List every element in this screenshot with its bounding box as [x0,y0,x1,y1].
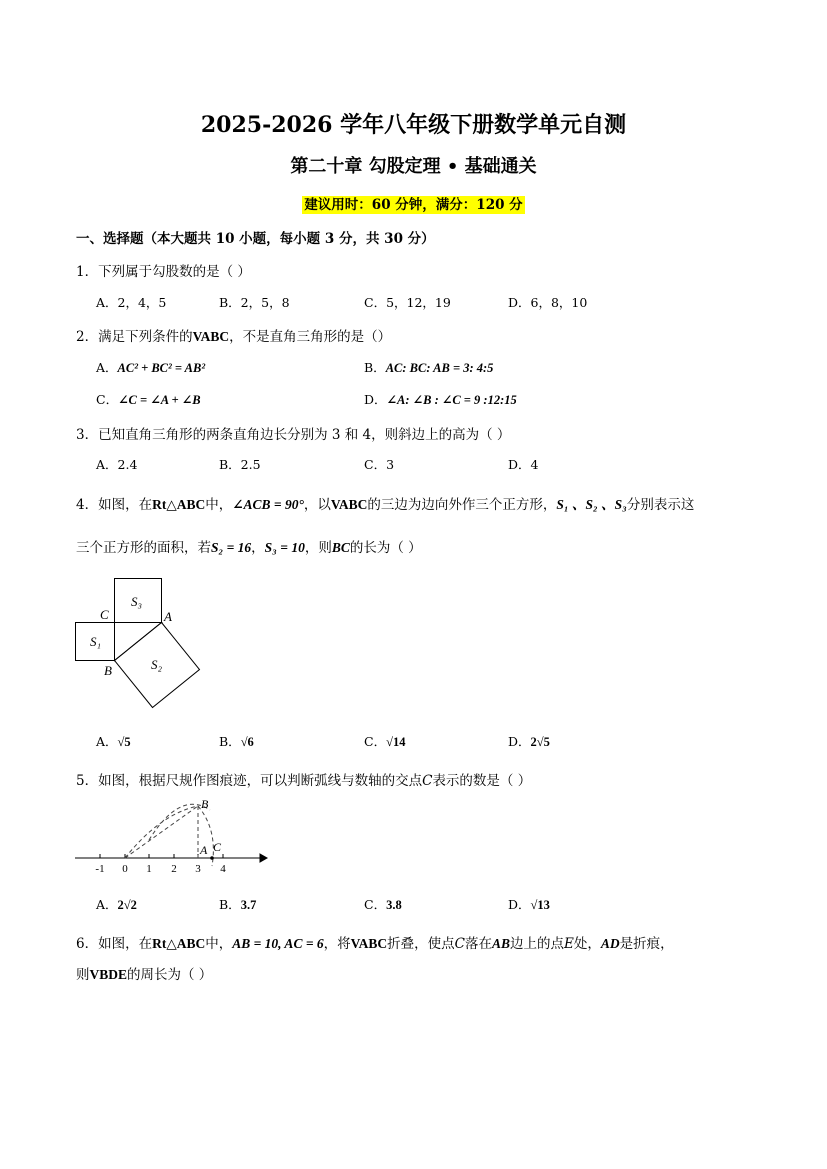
q1-option-c: C．5，12，19 [364,295,451,310]
q3-option-d: D．4 [508,457,539,472]
axis-label: 4 [220,863,226,875]
q2-option-a: A．AC² + BC² = AB² [96,360,206,375]
q2-stem-c: ，不是直角三角形的是（） [229,329,392,345]
label-b: B [104,663,112,678]
q2-option-c-math: ∠C = ∠A + ∠B [118,393,201,407]
axis-label: 0 [122,863,128,875]
axis-label: -1 [95,863,105,875]
q3-option-c: C．3 [364,457,395,472]
label-c: C [213,840,222,854]
q2-option-b-math: AC: BC: AB = 3: 4:5 [385,361,494,375]
q3-option-a: A．2.4 [96,457,138,472]
q5-option-b: B．3.7 [219,897,257,912]
question-3-stem: 3．已知直角三角形的两条直角边长分别为 3 和 4，则斜边上的高为（ ） [76,427,511,443]
q4-option-b: B．√6 [219,734,254,749]
segment-ob [125,806,198,858]
question-6-line-1: 6．如图，在Rt△ABC中，AB = 10, AC = 6，将VABC折叠，使点C落在AB边上的点E处，AD是折痕， [76,936,674,952]
q1-option-b: B．2，5，8 [219,295,290,310]
q2-option-d: D．∠A: ∠B : ∠C = 9 :12:15 [364,392,517,407]
q4-option-c: C．√14 [364,734,406,749]
label-s1: S₁ [90,634,102,649]
axis-label: 2 [171,863,177,875]
q3-option-b: B．2.5 [219,457,261,472]
axis-arrow [260,854,267,862]
q5-figure-number-line [70,790,270,880]
q4-option-d: D．2√5 [508,734,550,749]
q2-triangle: VABC [192,329,230,344]
label-a: A [164,609,172,624]
axis-label: 1 [146,863,152,875]
label-b: B [201,797,209,811]
question-4-line-1: 4．如图，在Rt△ABC中，∠ACB = 90°，以VABC的三边为边向外作三个正方形，S₁ 、S₂ 、S₃分别表示这 [76,497,695,513]
question-6-line-2: 则VBDE的周长为（ ） [76,967,213,983]
q5-option-d: D．√13 [508,897,550,912]
q1-option-a: A．2，4，5 [96,295,167,310]
q2-option-c: C．∠C = ∠A + ∠B [96,392,201,407]
axis-label: 3 [195,863,201,875]
label-s3: S₃ [131,594,143,609]
q5-option-a: A．2√2 [96,897,137,912]
q5-option-c: C．3.8 [364,897,402,912]
question-5-stem: 5．如图，根据尺规作图痕迹，可以判断弧线与数轴的交点C表示的数是（ ） [76,773,532,789]
section-heading: 一、选择题（本大题共 10 小题，每小题 3 分，共 30 分） [76,231,435,247]
label-a: A [200,843,208,857]
q1-option-d: D．6，8，10 [508,295,588,310]
q2-option-d-math: ∠A: ∠B : ∠C = 9 :12:15 [386,393,517,407]
chapter-subtitle: 第二十章 勾股定理 • 基础通关 [290,156,537,177]
question-2-stem [76,325,391,345]
q4-option-a: A．√5 [96,734,131,749]
q4-figure-squares [70,572,210,712]
q2-stem-a: 2．满足下列条件的 [76,329,193,345]
label-c: C [100,607,109,622]
q2-option-a-math: AC² + BC² = AB² [117,361,206,375]
time-hint: 建议用时：60 分钟，满分：120 分 [304,197,523,213]
point-c [210,856,214,860]
label-s2: S₂ [151,657,163,672]
q2-option-b: B．AC: BC: AB = 3: 4:5 [364,360,494,375]
page-title: 2025-2026 学年八年级下册数学单元自测 [200,112,627,138]
question-4-line-2: 三个正方形的面积，若S₂ = 16，S₃ = 10，则BC的长为（ ） [76,540,422,556]
time-hint-row [0,193,827,213]
question-1-stem: 1．下列属于勾股数的是（ ） [76,264,251,280]
